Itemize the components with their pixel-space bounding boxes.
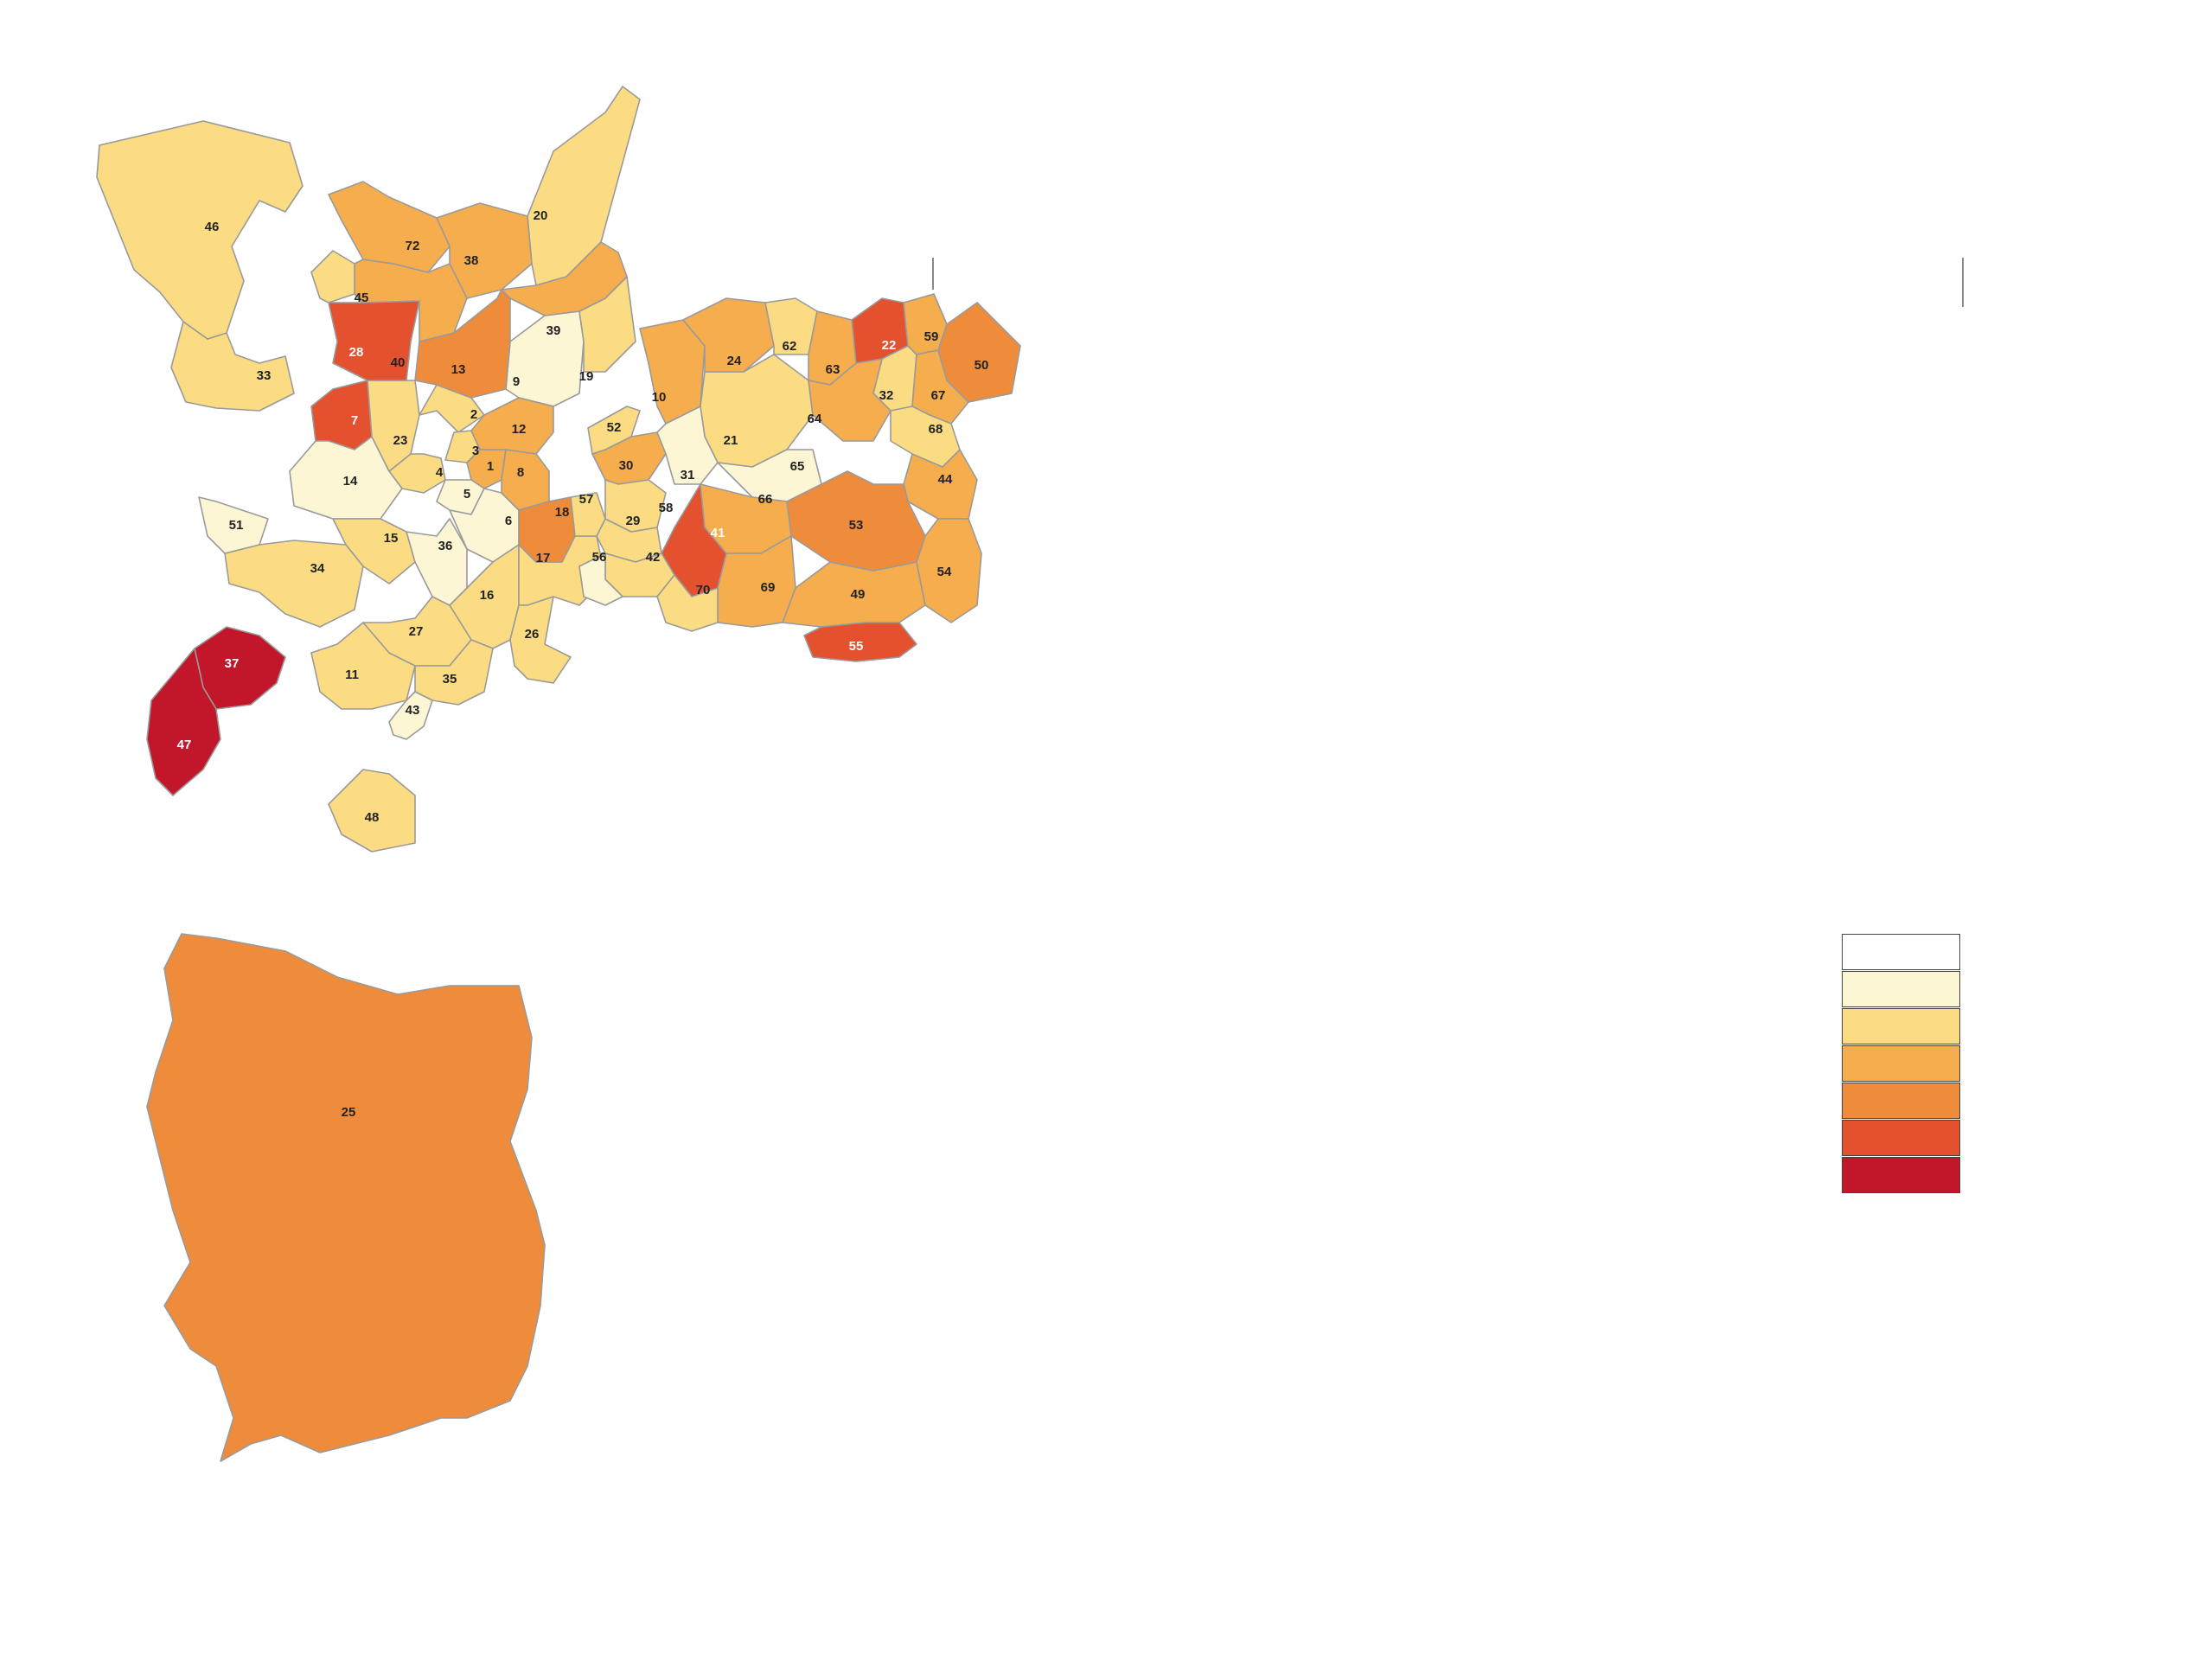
district-label-59-2014: 59 <box>923 329 939 344</box>
district-label-55-2014: 55 <box>848 638 864 654</box>
district-label-14-2014: 14 <box>342 473 358 489</box>
district-label-13-2014: 13 <box>451 361 466 377</box>
legend-swatch <box>1842 1045 1960 1082</box>
district-label-37-2014: 37 <box>224 655 240 671</box>
district-25-2014 <box>147 934 545 1461</box>
districts-layer <box>97 86 1020 1461</box>
district-46-2014 <box>97 121 303 339</box>
legend-class-6 <box>1626 1157 1989 1194</box>
district-label-36-2014: 36 <box>438 538 453 553</box>
district-label-28-2014: 28 <box>348 344 364 360</box>
district-label-16-2014: 16 <box>479 587 495 603</box>
district-7-2014 <box>311 380 372 450</box>
district-label-38-2014: 38 <box>463 252 479 268</box>
district-label-6-2014: 6 <box>504 513 513 528</box>
district-label-50-2014: 50 <box>974 357 989 373</box>
district-label-64-2014: 64 <box>807 411 822 426</box>
district-label-63-2014: 63 <box>825 361 840 377</box>
district-label-41-2014: 41 <box>710 525 725 540</box>
district-label-44-2014: 44 <box>937 471 953 487</box>
district-label-48-2014: 48 <box>364 809 380 825</box>
district-label-29-2014: 29 <box>625 513 641 528</box>
district-label-67-2014: 67 <box>930 387 946 403</box>
district-label-11-2014: 11 <box>345 667 359 682</box>
district-label-19-2014: 19 <box>578 368 594 384</box>
district-label-69-2014: 69 <box>760 579 776 595</box>
legend-class-5 <box>1626 1120 1989 1157</box>
district-label-31-2014: 31 <box>680 467 695 482</box>
district-label-33-2014: 33 <box>256 367 272 383</box>
district-label-68-2014: 68 <box>928 421 943 437</box>
district-36-2014 <box>406 519 467 605</box>
district-26-2014 <box>510 597 571 683</box>
legend-swatch <box>1842 1120 1960 1156</box>
district-label-54-2014: 54 <box>936 564 952 579</box>
legend-swatch <box>1842 934 1960 970</box>
legend-class-3 <box>1626 1045 1989 1083</box>
district-10-2014 <box>640 320 705 424</box>
district-label-2-2014: 2 <box>470 406 478 422</box>
district-label-49-2014: 49 <box>850 586 866 602</box>
district-label-3-2014: 3 <box>471 443 480 458</box>
district-label-17-2014: 17 <box>535 550 551 565</box>
district-label-24-2014: 24 <box>726 353 742 368</box>
district-label-27-2014: 27 <box>408 623 424 639</box>
district-33-2014 <box>171 322 294 411</box>
district-label-5-2014: 5 <box>463 486 471 501</box>
district-label-46-2014: 46 <box>204 219 220 234</box>
district-20-2014 <box>527 86 640 285</box>
district-label-4-2014: 4 <box>435 464 444 480</box>
district-label-22-2014: 22 <box>881 337 897 353</box>
district-9-2014 <box>506 311 584 406</box>
district-label-40-2014: 40 <box>390 355 406 370</box>
district-label-8-2014: 8 <box>516 464 525 480</box>
district-label-66-2014: 66 <box>757 491 773 507</box>
legend-class-0 <box>1626 934 1989 971</box>
district-label-9-2014: 9 <box>512 374 521 389</box>
district-label-52-2014: 52 <box>606 419 622 435</box>
district-label-51-2014: 51 <box>228 517 244 533</box>
district-label-70-2014: 70 <box>695 582 711 597</box>
legend-swatch <box>1842 971 1960 1007</box>
legend-swatch <box>1842 1008 1960 1044</box>
district-label-34-2014: 34 <box>310 560 325 576</box>
district-28-2014 <box>329 301 419 380</box>
district-label-25-2014: 25 <box>341 1104 356 1120</box>
legend-swatch <box>1842 1083 1960 1119</box>
district-label-53-2014: 53 <box>848 517 864 533</box>
legend-class-4 <box>1626 1083 1989 1120</box>
district-59-2014 <box>904 294 947 355</box>
district-label-7-2014: 7 <box>350 412 359 428</box>
district-label-45-2014: 45 <box>354 290 369 305</box>
district-label-23-2014: 23 <box>393 432 408 448</box>
district-label-47-2014: 47 <box>176 737 192 752</box>
district-label-18-2014: 18 <box>554 504 570 520</box>
district-label-65-2014: 65 <box>789 458 805 474</box>
district-34-2014 <box>225 540 363 627</box>
legend-swatch <box>1842 1157 1960 1193</box>
district-label-35-2014: 35 <box>442 671 457 687</box>
district-label-21-2014: 21 <box>723 432 738 448</box>
district-label-72-2014: 72 <box>405 238 420 253</box>
district-label-15-2014: 15 <box>383 530 399 546</box>
district-label-42-2014: 42 <box>645 549 661 565</box>
district-label-56-2014: 56 <box>591 549 607 565</box>
district-45-2014 <box>311 251 355 303</box>
district-label-32-2014: 32 <box>879 387 894 403</box>
district-label-57-2014: 57 <box>578 491 594 507</box>
district-label-30-2014: 30 <box>618 457 634 473</box>
district-label-58-2014: 58 <box>658 500 674 515</box>
district-label-43-2014: 43 <box>405 702 420 718</box>
legend-class-1 <box>1626 971 1989 1008</box>
district-label-26-2014: 26 <box>524 626 540 642</box>
district-label-10-2014: 10 <box>651 389 667 405</box>
district-label-12-2014: 12 <box>511 421 527 437</box>
district-label-39-2014: 39 <box>546 323 561 338</box>
legend-class-2 <box>1626 1008 1989 1045</box>
district-label-62-2014: 62 <box>782 338 797 354</box>
district-label-1-2014: 1 <box>486 458 495 474</box>
district-label-20-2014: 20 <box>533 208 548 223</box>
